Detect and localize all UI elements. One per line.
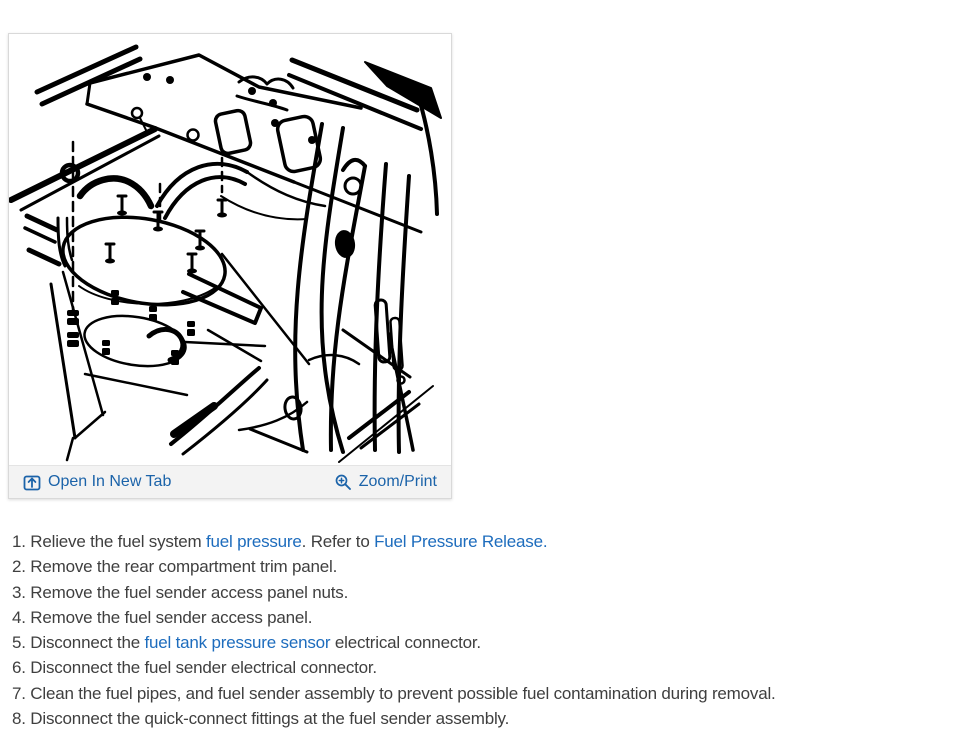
step-text: 1. Relieve the fuel system <box>12 532 206 551</box>
instruction-step <box>12 580 952 605</box>
instruction-step <box>12 605 952 630</box>
step-text: 4. Remove the fuel sender access panel. <box>12 607 313 627</box>
zoom-print-label: Zoom/Print <box>358 473 437 490</box>
step-text: 2. Remove the rear compartment trim panel. <box>12 557 338 577</box>
step-text: electrical connector. <box>330 633 481 653</box>
open-in-new-tab-label: Open In New Tab <box>48 473 172 490</box>
fuel-sender-access-panel-diagram <box>9 34 451 465</box>
step-text: 3. Remove the fuel sender access panel nuts. <box>12 582 349 602</box>
instruction-step <box>12 706 952 731</box>
step-text: 8. Disconnect the quick-connect fittings at the fuel sender assembly. <box>12 709 510 729</box>
step-text: . Refer to <box>301 532 375 551</box>
step-text: 7. Clean the fuel pipes, and fuel sender assembly to prevent possible fuel contamination during removal. <box>12 683 776 703</box>
figure-footer <box>9 465 451 498</box>
open-in-new-tab-link[interactable] <box>23 473 171 491</box>
instruction-list <box>12 529 952 731</box>
inline-link[interactable]: Fuel Pressure Release. <box>374 532 548 551</box>
instruction-step <box>12 554 952 579</box>
inline-link[interactable]: fuel tank pressure sensor <box>144 633 331 653</box>
zoom-print-link[interactable] <box>334 473 437 491</box>
figure-panel <box>8 33 452 499</box>
inline-link[interactable]: fuel pressure <box>205 532 302 551</box>
step-text: 6. Disconnect the fuel sender electrical connector. <box>12 658 377 678</box>
instruction-step <box>12 630 952 655</box>
magnifier-plus-icon <box>334 473 352 491</box>
diagram-line-art <box>9 34 451 465</box>
step-text: 5. Disconnect the <box>12 633 145 653</box>
open-in-new-tab-icon <box>23 473 41 491</box>
instruction-step <box>12 655 952 680</box>
instruction-step <box>12 681 952 706</box>
instruction-step <box>12 529 952 554</box>
